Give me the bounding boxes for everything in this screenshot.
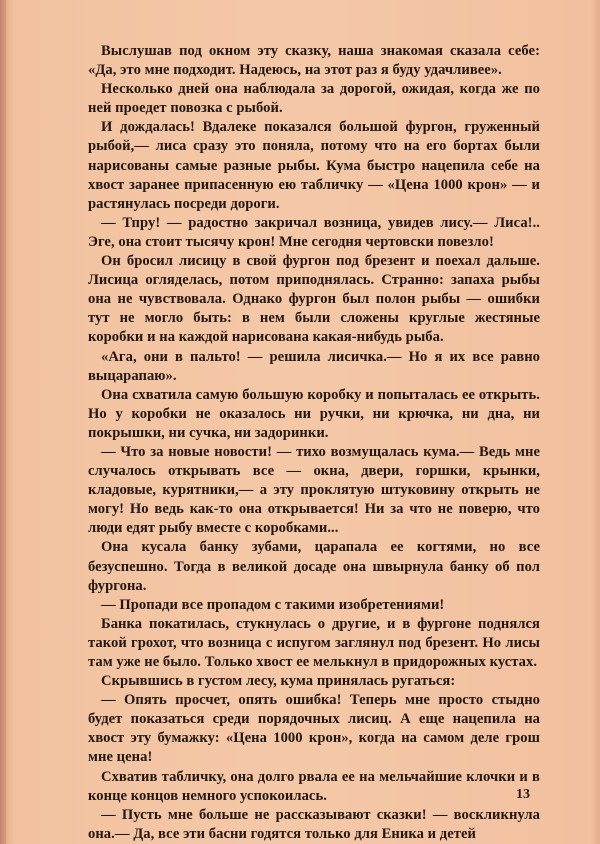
paragraph: Она кусала банку зубами, царапала ее когтями, но все безуспешно. Тогда в великой досаде она швырнула банку об пол фургона.: [88, 539, 540, 594]
paragraph: «Ага, они в пальто! — решила лисичка.— Но я их все равно выцарапаю».: [88, 348, 540, 384]
paragraph: Схватив табличку, она долго рвала ее на мельчайшие клочки и в конце концов немного успокоилась.: [88, 768, 540, 804]
paragraph: — Тпру! — радостно закричал возница, увидев лису.— Лиса!.. Эге, она стоит тысячу крон! Мне сегодня чертовски повезло!: [88, 214, 540, 250]
page-number: 13: [516, 787, 530, 802]
paragraph: Он бросил лисицу в свой фургон под брезент и поехал дальше. Лисица огляделась, потом приподнялась. Странно: запаха рыбы она не чувствовала. Однако фургон был полон рыбы — ошибки тут не могло быть: в нем были сложены круглые жестяные коробки и на каждой нарисована какая-нибудь рыба.: [88, 253, 540, 346]
paragraph: Выслушав под окном эту сказку, наша знакомая сказала себе: «Да, это мне подходит. Надеюсь, на этот раз я буду удачливее».: [88, 43, 540, 79]
paragraph: Несколько дней она наблюдала за дорогой, ожидая, когда же по ней проедет повозка с рыбой.: [88, 81, 540, 117]
page-spine-edge: [0, 0, 6, 844]
paragraph: — Опять просчет, опять ошибка! Теперь мне просто стыдно будет показаться среди порядочных лисиц. А еще нацепила на хвост эту бумажку: «Цена 1000 крон», когда на самом деле грош мне цена!: [88, 692, 540, 766]
paragraph: Она схватила самую большую коробку и попыталась ее открыть. Но у коробки не оказалось ни ручки, ни крючка, ни дна, ни покрышки, ни сучка, ни задоринки.: [88, 386, 540, 441]
paragraph: Скрывшись в густом лесу, кума принялась ругаться:: [101, 673, 456, 690]
paragraph: — Что за новые новости! — тихо возмущалась кума.— Ведь мне случалось открывать все — окна, двери, горшки, крынки, кладовые, курятники,— а эту проклятую штуковину открыть не могу! Но ведь как-то она открывается! Ни за что не поверю, что люди едят рыбу вместе с коробками...: [88, 443, 540, 537]
paragraph: — Пропади все пропадом с такими изобретениями!: [101, 596, 445, 613]
paragraph: Банка покатилась, стукнулась о другие, и в фургоне поднялся такой грохот, что возница с испугом заглянул под брезент. Но лисы там уже не было. Только хвост ее мелькнул в придорожных кустах.: [88, 615, 540, 670]
paragraph: И дождалась! Вдалеке показался большой фургон, груженный рыбой,— лиса сразу это поняла, потому что на его бортах были нарисованы самые разные рыбы. Кума быстро нацепила себе на хвост заранее припасенную ею табличку — «Цена 1000 крон» — и растянулась посреди дороги.: [88, 119, 540, 212]
body-text: [88, 42, 540, 844]
paragraph: — Пусть мне больше не рассказывают сказки! — воскликнула она.— Да, все эти басни годятся только для Еника и детей: [88, 806, 540, 842]
